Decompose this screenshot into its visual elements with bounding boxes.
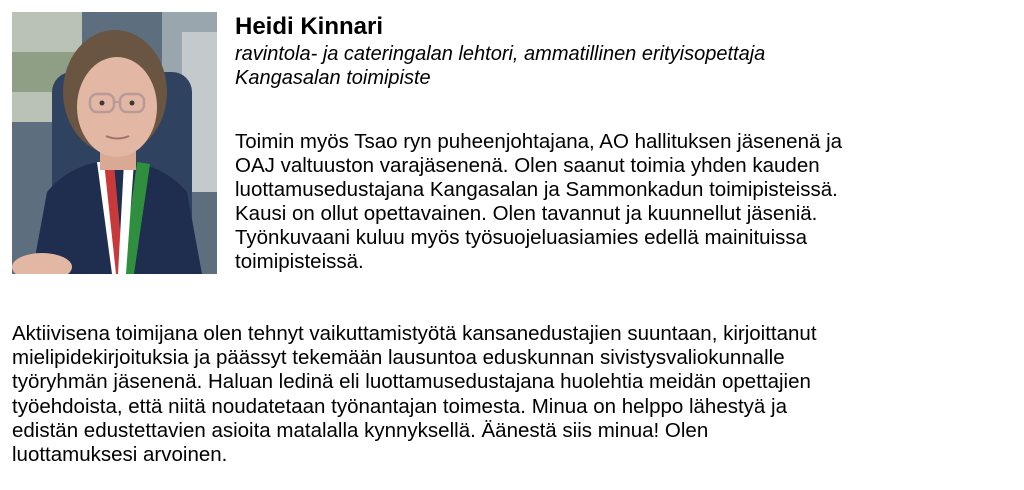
body-paragraph (12, 322, 1012, 467)
intro-line: Kausi on ollut opettavainen. Olen tavannut ja kuunnellut jäseniä. (235, 202, 818, 225)
profile-photo (12, 12, 217, 274)
intro-line: toimipisteissä. (235, 250, 364, 273)
profile-header (235, 12, 1005, 90)
intro-line: Työnkuvaani kuluu myös työsuojeluasiamies edellä mainituissa (235, 226, 808, 249)
intro-paragraph (235, 130, 995, 274)
body-line: työryhmän jäsenenä. Haluan ledinä eli luottamusedustajana huolehtia meidän opettajien (12, 370, 811, 394)
person-name: Heidi Kinnari (235, 13, 384, 40)
intro-line: OAJ valtuuston varajäsenenä. Olen saanut toimia yhden kauden (235, 154, 820, 177)
person-location: Kangasalan toimipiste (235, 67, 431, 89)
intro-line: luottamusedustajana Kangasalan ja Sammonkadun toimipisteissä. (235, 178, 838, 201)
body-line: Aktiivisena toimijana olen tehnyt vaikuttamistyötä kansanedustajien suuntaan, kirjoittanut (12, 322, 817, 345)
intro-line: Toimin myös Tsao ryn puheenjohtajana, AO hallituksen jäsenenä ja (235, 130, 843, 153)
body-line: mielipidekirjoituksia ja päässyt tekemään lausuntoa eduskunnan sivistysvaliokunnalle (12, 346, 785, 370)
person-title: ravintola- ja cateringalan lehtori, ammatillinen erityisopettaja (235, 43, 766, 65)
body-line: työehdoista, että niitä noudatetaan työnantajan toimesta. Minua on helppo lähestyä ja (12, 394, 787, 418)
body-line: edistän edustettavien asioita matalalla kynnyksellä. Äänestä siis minua! Olen (12, 418, 709, 442)
body-line: luottamuksesi arvoinen. (12, 443, 228, 467)
